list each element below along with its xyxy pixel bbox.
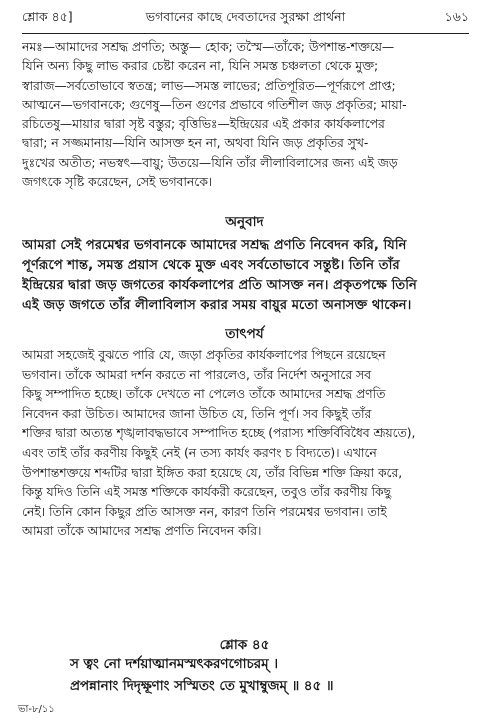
translation-line: আমরা সেই পরমেশ্বর ভগবানকে আমাদের সশ্রদ্ধ প্রণতি নিবেদন করি, যিনি	[22, 238, 407, 253]
translation-block	[22, 236, 469, 316]
verse-label: শ্লোক ৪৫	[219, 637, 270, 653]
translation-heading: অনুবাদ	[225, 214, 264, 230]
purport-line: আমরা সহজেই বুঝতে পারি যে, জড়া প্রকৃতির কার্যকলাপের পিছনে রয়েছেন	[22, 348, 386, 362]
purport-block	[22, 346, 469, 542]
purport-line: ভগবান। তাঁকে আমরা দর্শন করতে না পারলেও, তাঁর নির্দেশ অনুসারে সব	[22, 367, 371, 382]
purport-line: উপশান্তশক্তয়ে শব্দটির দ্বারা ইঙ্গিত করা হয়েছে যে, তাঁর বিভিন্ন শক্তি ক্রিয়া করে,	[22, 465, 403, 480]
purport-line: শক্তির দ্বারা অত্যন্ত শৃঙ্খলাবদ্ধভাবে সম্পাদিত হচ্ছে (পরাস্য শক্তির্বিবিধৈব শ্রূয়তে),	[22, 426, 416, 441]
synonyms-line: আত্মনে—ভগবানকে; গুণেষু—তিন গুণের প্রভাবে গতিশীল জড় প্রকৃতির; মায়া-	[22, 97, 407, 112]
verse-line: প্রপন্নানাং দিদৃক্ষূণাং সস্মিতং তে মুখাম্বুজম্ ॥ ৪৫ ॥	[70, 679, 334, 694]
synonyms-line: জগৎকে সৃষ্টি করেছেন, সেই ভগবানকে।	[22, 175, 213, 190]
synonyms-line: দ্বারা; ন সজ্জমানায়—যিনি আসক্ত হন না, অথবা যিনি জড় প্রকৃতির সুখ-	[22, 136, 369, 151]
synonyms-line: যিনি অন্য কিছু লাভ করার চেষ্টা করেন না, যিনি সমস্ত চঞ্চলতা থেকে মুক্ত;	[22, 59, 379, 74]
page-number: ১৬১	[444, 9, 469, 24]
synonyms-block	[22, 38, 469, 192]
purport-line: নেই। তিনি কোন কিছুর প্রতি আসক্ত নন, কারণ তিনি পরমেশ্বর ভগবান। তাই	[22, 504, 387, 519]
header-rule	[22, 33, 469, 34]
purport-line: এবং তাই তাঁর করণীয় কিছুই নেই (ন তস্য কার্যং করণং চ বিদ্যতে)। এখানে	[22, 445, 377, 460]
synonyms-line: দুঃখের অতীত; নভস্বৎ—বায়ু; উতয়ে—যিনি তাঁর লীলাবিলাসের জন্য এই জড়	[22, 155, 398, 170]
header-verse-ref: শ্লোক ৪৫]	[22, 9, 73, 24]
running-header	[22, 9, 469, 29]
translation-line: ইন্দ্রিয়ের দ্বারা জড় জগতের কার্যকলাপের প্রতি আসক্ত নন। প্রকৃতপক্ষে তিনি	[22, 278, 417, 293]
header-chapter-title: ভগবানের কাছে দেবতাদের সুরক্ষা প্রার্থনা	[145, 9, 346, 24]
purport-line: নিবেদন করা উচিত। আমাদের জানা উচিত যে, তিনি পূর্ণ। সব কিছুই তাঁর	[22, 406, 372, 421]
purport-line: আমরা তাঁকে আমাদের সশ্রদ্ধ প্রণতি নিবেদন করি।	[22, 524, 262, 539]
signature-mark: ভা-৮/১১	[18, 704, 55, 715]
purport-line: কিছু সম্পাদিত হচ্ছে। তাঁকে দেখতে না পেলেও তাঁকে আমাদের সশ্রদ্ধ প্রণতি	[22, 387, 386, 402]
synonyms-line: স্বারাজ—সর্বতোভাবে স্বতন্ত্র; লাভ—সমস্ত লাভের; প্রতিপূরিত—পূর্ণরূপে প্রাপ্ত;	[22, 78, 396, 93]
verse-block	[70, 654, 333, 698]
synonyms-line: রচিতেষু—মায়ার দ্বারা সৃষ্ট বস্তুর; বৃত্তিভিঃ—ইন্দ্রিয়ের এই প্রকার কার্যকলাপের	[22, 117, 385, 132]
purport-heading: তাৎপর্য	[225, 326, 264, 342]
purport-line: কিন্তু যদিও তিনি এই সমস্ত শক্তিকে কার্যকরী করেছেন, তবুও তাঁর করণীয় কিছু	[22, 485, 392, 500]
verse-line: স ত্বং নো দর্শয়াত্মানমস্মৎকরণগোচরম্ ।	[70, 657, 279, 672]
translation-line: এই জড় জগতে তাঁর লীলাবিলাস করার সময় বায়ুর মতো অনাসক্ত থাকেন।	[22, 298, 412, 313]
synonyms-line: নমঃ—আমাদের সশ্রদ্ধ প্রণতি; অস্তু— হোক; তস্মৈ—তাঁকে; উপশান্ত-শক্তয়ে—	[22, 40, 395, 54]
translation-line: পূর্ণরূপে শান্ত, সমস্ত প্রয়াস থেকে মুক্ত এবং সর্বতোভাবে সন্তুষ্ট। তিনি তাঁর	[22, 258, 400, 273]
